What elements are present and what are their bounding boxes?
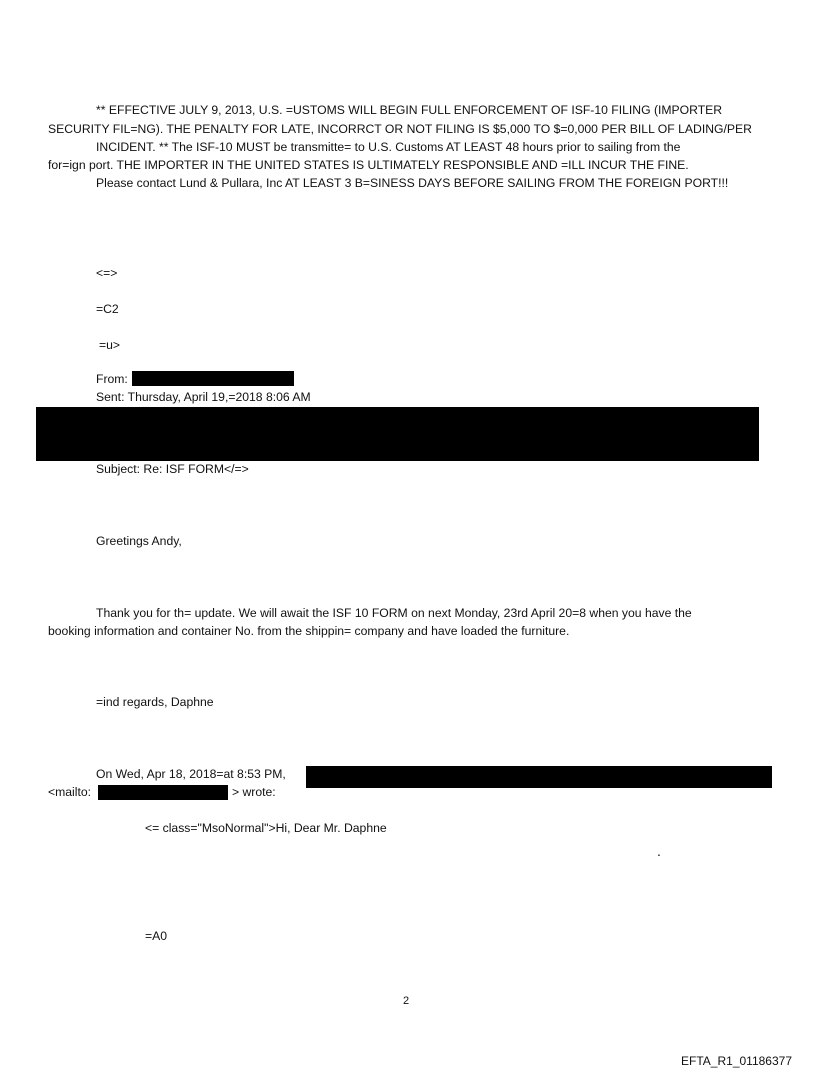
a0-fragment: =A0 xyxy=(145,929,168,943)
from-label: From: xyxy=(96,372,128,386)
notice-line-2: SECURITY FIL=NG). THE PENALTY FOR LATE, INCORRCT OR NOT FILING IS $5,000 TO $=0,000 PER BILL OF LADING/PER xyxy=(48,122,752,136)
signoff: =ind regards, Daphne xyxy=(96,695,214,709)
redaction-recipients xyxy=(36,407,759,461)
sent-line: Sent: Thursday, April 19,=2018 8:06 AM xyxy=(96,390,311,404)
stray-dot: . xyxy=(657,843,661,859)
redaction-mailto xyxy=(98,785,228,800)
quoted-on-line: On Wed, Apr 18, 2018=at 8:53 PM, xyxy=(96,767,286,781)
wrote-suffix: > wrote: xyxy=(232,785,276,799)
body-para-line-2: booking information and container No. from the shippin= company and have loaded the furniture. xyxy=(48,624,570,638)
greeting: Greetings Andy, xyxy=(96,534,182,548)
notice-line-5: Please contact Lund & Pullara, Inc AT LEAST 3 B=SINESS DAYS BEFORE SAILING FROM THE FOREIGN PORT!!! xyxy=(96,176,729,190)
notice-line-3: INCIDENT. ** The ISF-10 MUST be transmitte= to U.S. Customs AT LEAST 48 hours prior to sailing from the xyxy=(96,140,681,154)
redaction-sender xyxy=(306,766,772,788)
fragment-1: <=> xyxy=(96,266,118,280)
msonormal-line: <= class="MsoNormal">Hi, Dear Mr. Daphne xyxy=(145,821,387,835)
mailto-prefix: <mailto: xyxy=(48,785,92,799)
document-id: EFTA_R1_01186377 xyxy=(681,1054,792,1068)
fragment-2: =C2 xyxy=(96,302,119,316)
notice-line-4: for=ign port. THE IMPORTER IN THE UNITED STATES IS ULTIMATELY RESPONSIBLE AND =ILL INCUR THE FINE. xyxy=(48,158,689,172)
subject-line: Subject: Re: ISF FORM</=> xyxy=(96,462,249,476)
notice-line-1: ** EFFECTIVE JULY 9, 2013, U.S. =USTOMS WILL BEGIN FULL ENFORCEMENT OF ISF-10 FILING (IMPORTER xyxy=(96,103,723,117)
redaction-from xyxy=(132,371,294,386)
page-number: 2 xyxy=(403,995,410,1007)
fragment-3: =u> xyxy=(99,338,121,352)
body-para-line-1: Thank you for th= update. We will await the ISF 10 FORM on next Monday, 23rd April 20=8 when you have the xyxy=(96,606,692,620)
